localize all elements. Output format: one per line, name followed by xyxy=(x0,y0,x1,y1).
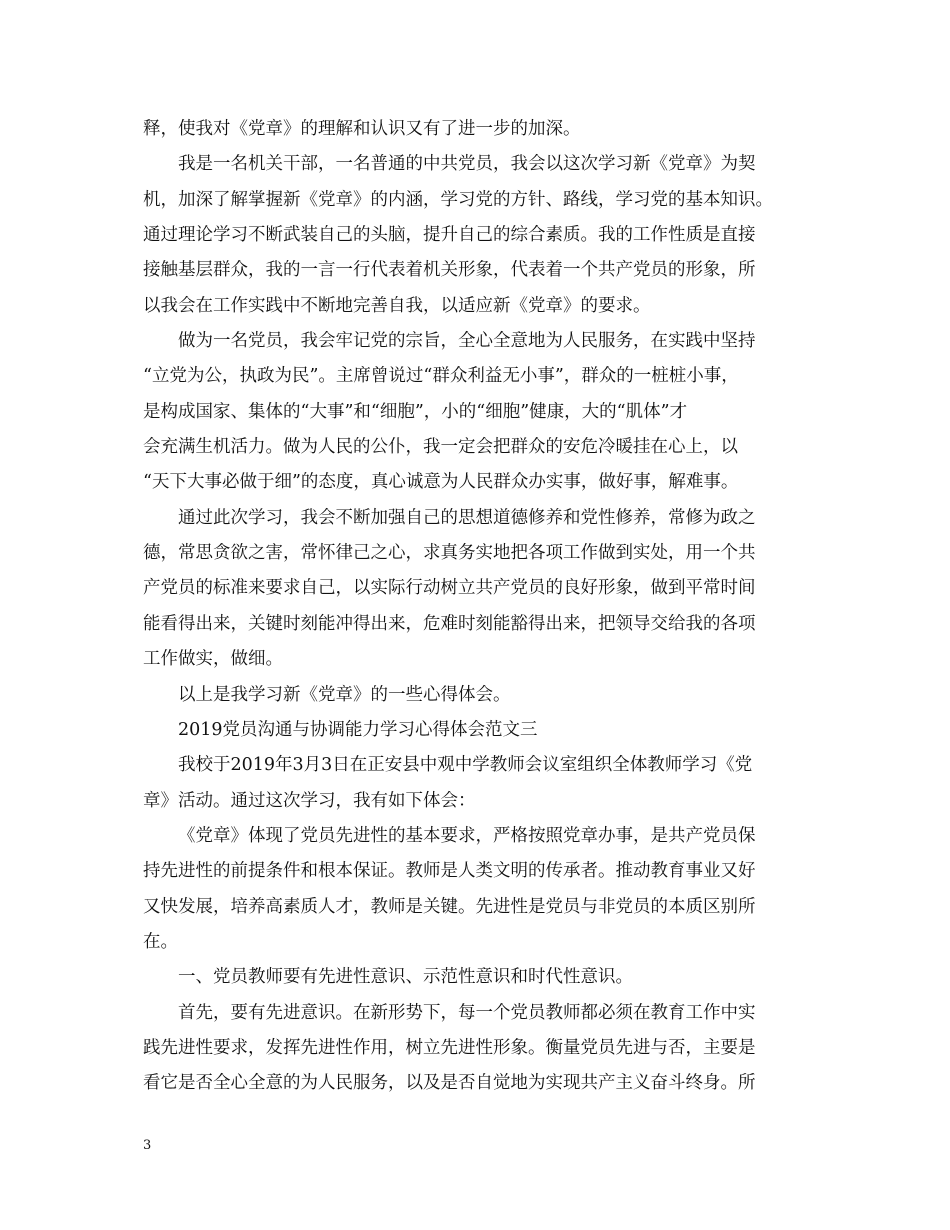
text-line: 践先进性要求，发挥先进性作用，树立先进性形象。衡量党员先进与否，主要是 xyxy=(143,1037,756,1058)
text-line: “天下大事必做于细”的态度，真心诚意为人民群众办实事，做好事，解难事。 xyxy=(143,472,739,493)
text-line: 一、党员教师要有先进性意识、示范性意识和时代性意识。 xyxy=(178,967,633,988)
text-line: 做为一名党员，我会牢记党的宗旨，全心全意地为人民服务，在实践中坚持 xyxy=(178,331,756,352)
text-line: 看它是否全心全意的为人民服务，以及是否自觉地为实现共产主义奋斗终身。所 xyxy=(143,1073,756,1094)
text-line: 我是一名机关干部，一名普通的中共党员，我会以这次学习新《党章》为契 xyxy=(178,154,756,175)
page-number: 3 xyxy=(143,1138,152,1153)
text-line: 首先，要有先进意识。在新形势下，每一个党员教师都必须在教育工作中实 xyxy=(178,1002,756,1023)
document-body xyxy=(143,112,823,1102)
text-line: 会充满生机活力。做为人民的公仆，我一定会把群众的安危冷暖挂在心上，以 xyxy=(143,437,738,458)
text-line: 是构成国家、集体的“大事”和“细胞”，小的“细胞”健康，大的“肌体”才 xyxy=(143,401,688,422)
section-heading: 2019党员沟通与协调能力学习心得体会范文三 xyxy=(178,719,538,740)
text-line: 又快发展，培养高素质人才，教师是关键。先进性是党员与非党员的本质区别所 xyxy=(143,896,756,917)
text-line: 释，使我对《党章》的理解和认识又有了进一步的加深。 xyxy=(143,119,581,139)
text-line: 在。 xyxy=(143,931,178,952)
text-line: 接触基层群众，我的一言一行代表着机关形象，代表着一个共产党员的形象，所 xyxy=(143,260,756,281)
text-line: 以上是我学习新《党章》的一些心得体会。 xyxy=(178,684,511,705)
text-line: 章》活动。通过这次学习，我有如下体会： xyxy=(143,790,476,811)
text-line: 持先进性的前提条件和根本保证。教师是人类文明的传承者。推动教育事业又好 xyxy=(143,861,756,882)
text-line: 我校于2019年3月3日在正安县中观中学教师会议室组织全体教师学习《党 xyxy=(178,755,753,776)
text-line: 机，加深了解掌握新《党章》的内涵，学习党的方针、路线，学习党的基本知识。 xyxy=(143,189,773,210)
text-line: 以我会在工作实践中不断地完善自我，以适应新《党章》的要求。 xyxy=(143,295,651,316)
text-line: 德，常思贪欲之害，常怀律己之心，求真务实地把各项工作做到实处，用一个共 xyxy=(143,543,756,564)
text-line: 能看得出来，关键时刻能冲得出来，危难时刻能豁得出来，把领导交给我的各项 xyxy=(143,613,756,634)
text-line: 《党章》体现了党员先进性的基本要求，严格按照党章办事，是共产党员保 xyxy=(178,825,756,846)
text-line: 产党员的标准来要求自己，以实际行动树立共产党员的良好形象，做到平常时间 xyxy=(143,578,756,599)
text-line: 工作做实，做细。 xyxy=(143,649,283,670)
text-line: “立党为公，执政为民”。主席曾说过“群众利益无小事”，群众的一桩桩小事， xyxy=(143,366,739,387)
text-line: 通过理论学习不断武装自己的头脑，提升自己的综合素质。我的工作性质是直接 xyxy=(143,225,756,246)
text-line: 通过此次学习，我会不断加强自己的思想道德修养和党性修养，常修为政之 xyxy=(178,507,756,528)
